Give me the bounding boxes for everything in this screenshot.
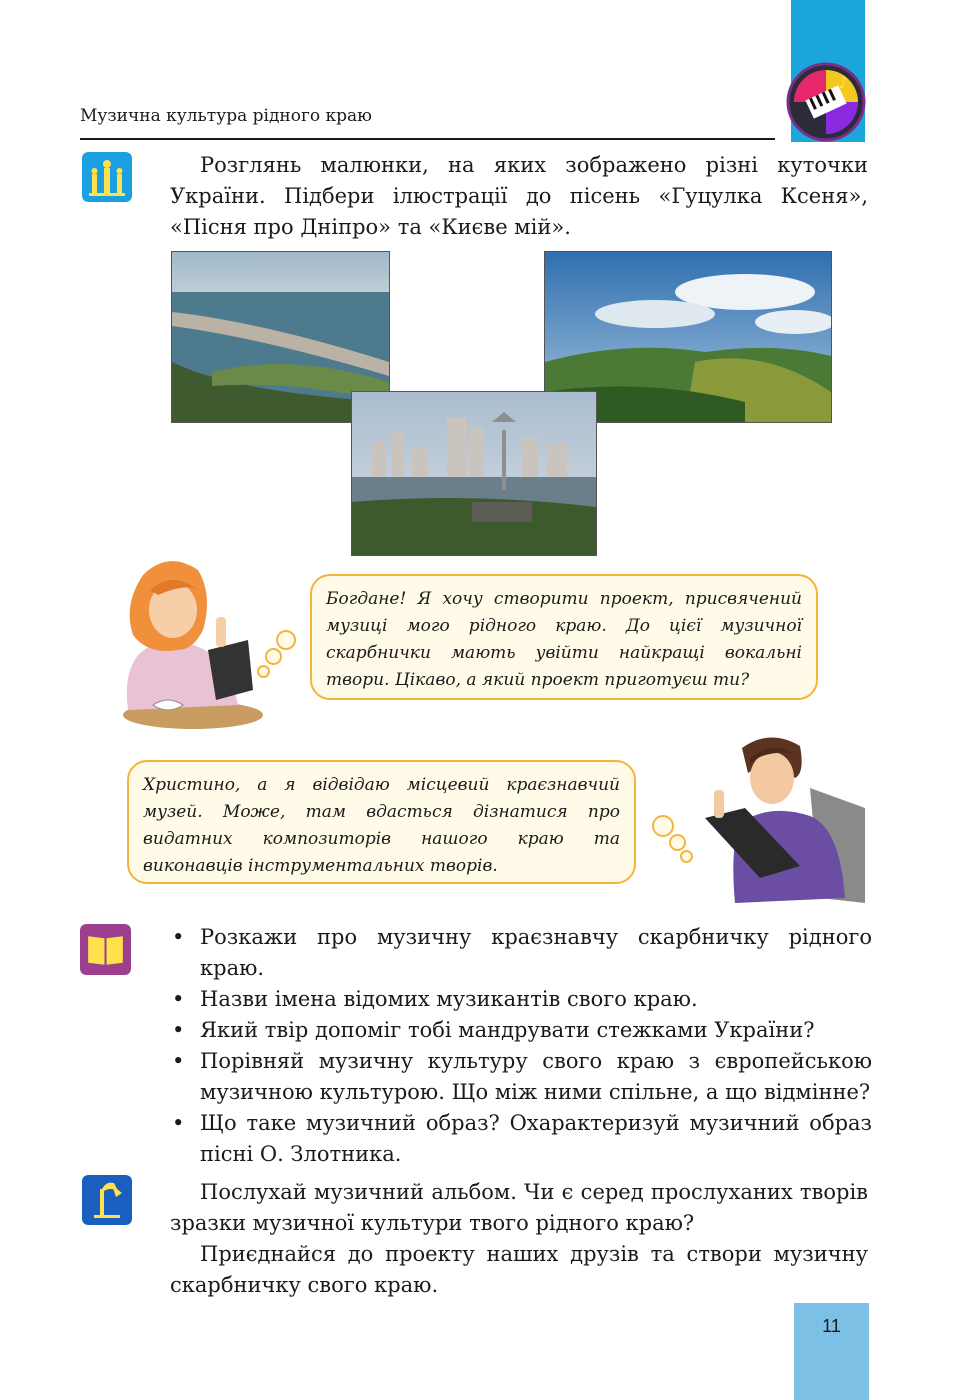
photo-kyiv-city: [351, 391, 597, 556]
book-icon: [80, 924, 131, 975]
thought-dot: [680, 850, 693, 863]
thought-dot: [652, 815, 674, 837]
svg-text:♪: ♪: [838, 73, 849, 92]
list-item: • Порівняй музичну культуру свого краю з європейською музичною культурою. Що між ними спільне, а що відмінне?: [172, 1046, 872, 1108]
girl-with-laptop-illustration: [98, 555, 268, 730]
list-item: • Розкажи про музичну краєзнавчу скарбничку рідного краю.: [172, 922, 872, 984]
task3-text-2: Приєднайся до проекту наших друзів та створи музичну скарбничку свого краю.: [170, 1242, 868, 1297]
task1-text: Розглянь малюнки, на яких зображено різні куточки України. Підбери ілюстрації до пісень «Гуцулка Ксеня», «Пісня про Дніпро» та «Києве мій».: [170, 153, 868, 239]
boy-with-laptop-illustration: [700, 728, 870, 910]
thought-dot: [276, 630, 296, 650]
header-rule: [80, 138, 775, 140]
page-number: 11: [822, 1316, 841, 1336]
kyiv-monument-icon: [82, 152, 132, 202]
running-head: Музична культура рідного краю: [80, 106, 372, 126]
thought-dot: [669, 834, 686, 851]
thought-dot: [257, 665, 270, 678]
thought-dot: [265, 648, 282, 665]
list-item: • Який твір допоміг тобі мандрувати стежками України?: [172, 1015, 872, 1046]
task3-paragraph-2: [170, 1239, 868, 1301]
music-badge-icon: [786, 62, 866, 142]
lamp-icon: [82, 1175, 132, 1225]
girl-speech-bubble: Богдане! Я хочу створити проект, присвячений музиці мого рідного краю. До цієї музичної скарбнички мають увійти найкращі вокальні твори. Цікаво, а який проект приготуєш ти?: [310, 574, 818, 700]
task3-paragraph-1: [170, 1177, 868, 1239]
questions-list: [172, 922, 872, 1170]
task3-text-1: Послухай музичний альбом. Чи є серед прослуханих творів зразки музичної культури твого рідного краю?: [170, 1180, 868, 1235]
list-item: • Назви імена відомих музикантів свого краю.: [172, 984, 872, 1015]
task1-paragraph: [170, 150, 868, 243]
list-item: • Що таке музичний образ? Охарактеризуй музичний образ пісні О. Злотника.: [172, 1108, 872, 1170]
boy-speech-bubble: Христино, а я відвідаю місцевий краєзнавчий музей. Може, там вдасться дізнатися про видатних композиторів нашого краю та виконавців інструментальних творів.: [127, 760, 636, 884]
